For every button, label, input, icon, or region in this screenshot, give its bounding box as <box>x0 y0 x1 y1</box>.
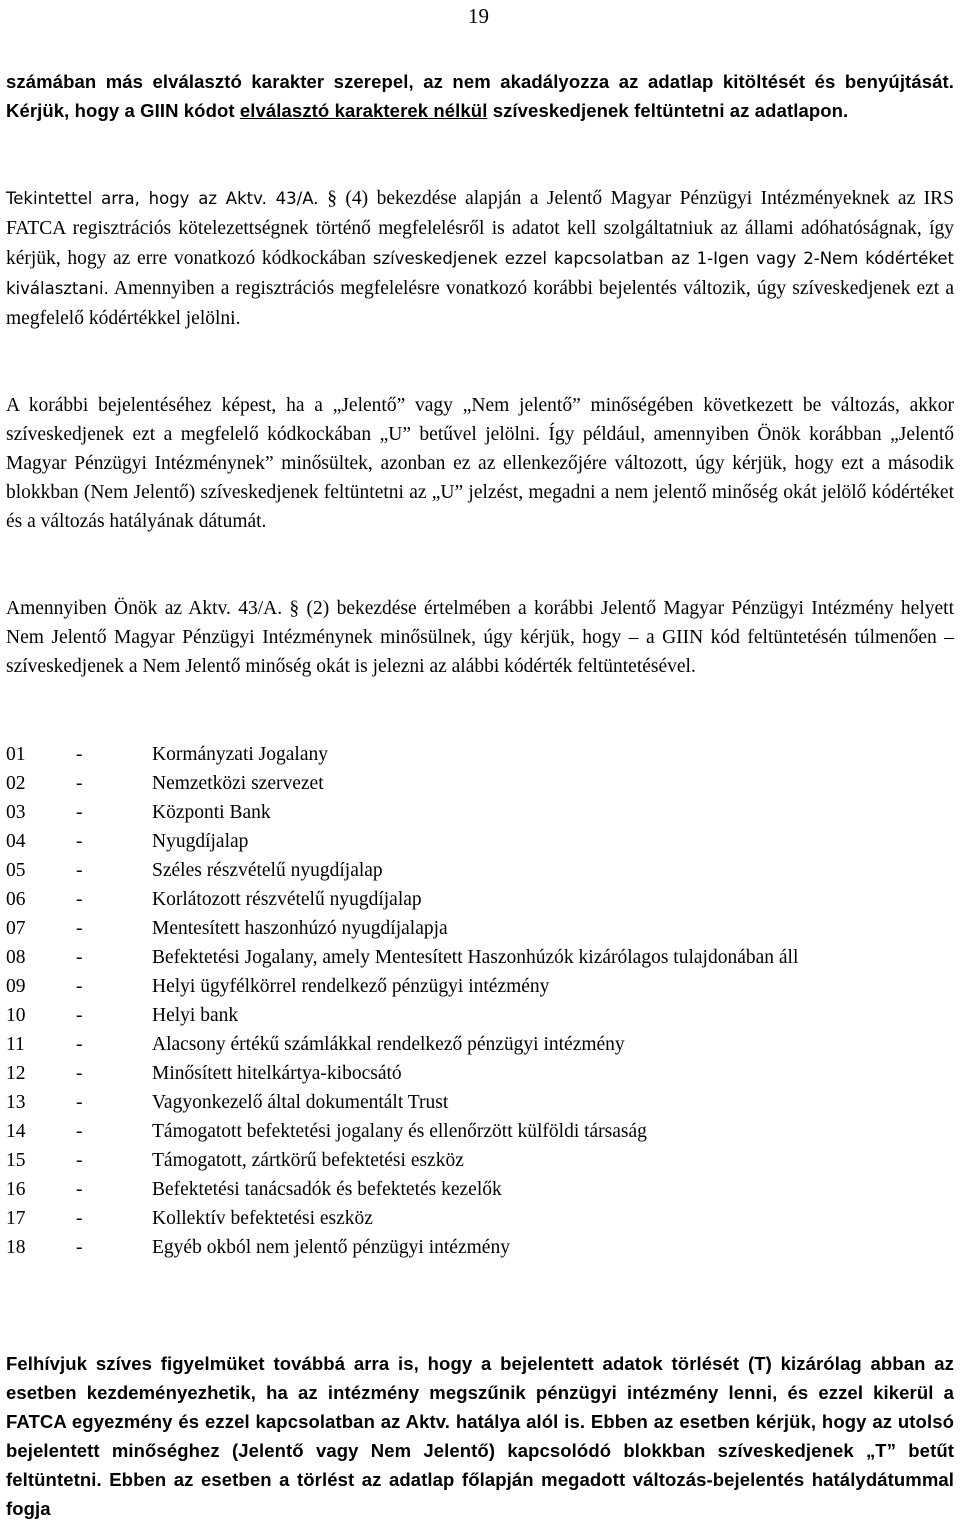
code-item <box>6 885 954 914</box>
code-item <box>6 827 954 856</box>
code-number: 09 <box>6 976 26 997</box>
code-item <box>6 1233 954 1262</box>
code-label: Mentesített haszonhúzó nyugdíjalapja <box>152 918 448 939</box>
code-number: 05 <box>6 860 26 881</box>
code-label: Befektetési Jogalany, amely Mentesített Haszonhúzók kizárólagos tulajdonában áll <box>152 947 799 968</box>
paragraph-deletion-t-flag: Felhívjuk szíves figyelmüket továbbá arra is, hogy a bejelentett adatok törlését (T) kizárólag abban az esetben kezdeményezhetik, ha az intézmény megszűnik pénzügyi intézmény lenni, és ezzel kikerül a FATCA egyezmény és ezzel kapcsolatban az Aktv. hatálya alól is. Ebben az esetben kérjük, hogy az utolsó bejelentett minőséghez (Jelentő vagy Nem Jelentő) kapcsolódó blokkban szíveskedjenek „T” betűt feltüntetni. Ebben az esetben a törlést az adatlap főlapján megadott változás-bejelentés hatálydátummal fogja <box>6 1353 954 1519</box>
code-label: Alacsony értékű számlákkal rendelkező pénzügyi intézmény <box>152 1034 625 1055</box>
code-item <box>6 1146 954 1175</box>
code-item <box>6 1030 954 1059</box>
code-dash: - <box>76 947 83 968</box>
paragraph-non-reporting: Amennyiben Önök az Aktv. 43/A. § (2) bekezdése értelmében a korábbi Jelentő Magyar Pénzügyi Intézmény helyett Nem Jelentő Magyar Pénzügyi Intézménynek minősülnek, úgy kérjük, hogy – a GIIN kód feltüntetésén túlmenően – szíveskedjenek a Nem Jelentő minőség okát is jelezni az alábbi kódérték feltüntetésével. <box>6 598 954 677</box>
code-dash: - <box>76 1150 83 1171</box>
code-dash: - <box>76 1005 83 1026</box>
code-label: Támogatott befektetési jogalany és ellenőrzött külföldi társaság <box>152 1121 647 1142</box>
paragraph-fatca-text-d: Amennyiben a regisztrációs megfelelésre vonatkozó korábbi bejelentés változik, úgy szíveskedjenek ezt a megfelelő kódértékkel jelölni. <box>6 278 954 329</box>
code-number: 15 <box>6 1150 26 1171</box>
code-label: Korlátozott részvételű nyugdíjalap <box>152 889 422 910</box>
code-number: 10 <box>6 1005 26 1026</box>
code-item <box>6 1001 954 1030</box>
code-dash: - <box>76 831 83 852</box>
code-number: 17 <box>6 1208 26 1229</box>
code-label: Befektetési tanácsadók és befektetés kezelők <box>152 1179 502 1200</box>
code-item <box>6 914 954 943</box>
code-label: Széles részvételű nyugdíjalap <box>152 860 383 881</box>
paragraph-giin-underlined: elválasztó karakterek nélkül <box>239 100 488 121</box>
code-item <box>6 798 954 827</box>
code-item <box>6 1088 954 1117</box>
paragraph-giin-separators <box>6 67 954 125</box>
code-item <box>6 1117 954 1146</box>
paragraph-fatca-text-a: Tekintettel arra, hogy az Aktv. 43/A. <box>6 189 328 208</box>
code-dash: - <box>76 1063 83 1084</box>
code-dash: - <box>76 1237 83 1258</box>
code-label: Nyugdíjalap <box>152 831 249 852</box>
code-label: Minősített hitelkártya-kibocsátó <box>152 1063 402 1084</box>
code-dash: - <box>76 1121 83 1142</box>
code-item <box>6 943 954 972</box>
code-dash: - <box>76 1092 83 1113</box>
code-number: 14 <box>6 1121 26 1142</box>
code-label: Központi Bank <box>152 802 271 823</box>
code-dash: - <box>76 744 83 765</box>
code-number: 13 <box>6 1092 26 1113</box>
code-number: 08 <box>6 947 26 968</box>
code-dash: - <box>76 1179 83 1200</box>
paragraph-change-u-flag: A korábbi bejelentéséhez képest, ha a „Jelentő” vagy „Nem jelentő” minőségében következett be változás, akkor szíveskedjenek ezt a megfelelő kódkockában „U” betűvel jelölni. Így például, amennyiben Önök korábban „Jelentő Magyar Pénzügyi Intézménynek” minősültek, azonban ez az ellenkezőjére változott, úgy kérjük, hogy ezt a második blokkban (Nem Jelentő) szíveskedjenek feltüntetni az „U” jelzést, megadni a nem jelentő minőség okát jelölő kódértéket és a változás hatályának dátumát. <box>6 395 954 532</box>
code-item <box>6 740 954 769</box>
code-item <box>6 856 954 885</box>
code-number: 02 <box>6 773 26 794</box>
code-dash: - <box>76 773 83 794</box>
paragraph-fatca-text-c: szíveskedjenek ezzel kapcsolatban az 1-Igen vagy 2-Nem kódértéket kiválasztani. <box>6 249 954 298</box>
code-item <box>6 1059 954 1088</box>
code-number: 04 <box>6 831 26 852</box>
code-label: Egyéb okból nem jelentő pénzügyi intézmény <box>152 1237 510 1258</box>
code-label: Kormányzati Jogalany <box>152 744 328 765</box>
code-item <box>6 1204 954 1233</box>
code-label: Támogatott, zártkörű befektetési eszköz <box>152 1150 464 1171</box>
paragraph-fatca-text-b: § (4) bekezdése alapján a Jelentő Magyar Pénzügyi Intézményeknek az IRS FATCA regisztrációs kötelezettségnek történő megfelelésről is adatot kell szolgáltatniuk az állami adóhatóságnak, így kérjük, hogy az erre vonatkozó kódkockában <box>6 188 954 269</box>
code-dash: - <box>76 918 83 939</box>
code-dash: - <box>76 889 83 910</box>
code-number: 16 <box>6 1179 26 1200</box>
code-dash: - <box>76 1034 83 1055</box>
code-item <box>6 972 954 1001</box>
code-item <box>6 769 954 798</box>
paragraph-giin-text-b: szíveskedjenek feltüntetni az adatlapon. <box>487 100 849 121</box>
code-number: 07 <box>6 918 26 939</box>
code-dash: - <box>76 860 83 881</box>
code-item <box>6 1175 954 1204</box>
code-number: 18 <box>6 1237 26 1258</box>
code-label: Kollektív befektetési eszköz <box>152 1208 373 1229</box>
paragraph-fatca-registration <box>6 184 954 334</box>
code-label: Vagyonkezelő által dokumentált Trust <box>152 1092 449 1113</box>
code-dash: - <box>76 1208 83 1229</box>
code-number: 01 <box>6 744 26 765</box>
code-list <box>6 740 954 1262</box>
code-number: 11 <box>6 1034 25 1055</box>
code-number: 12 <box>6 1063 26 1084</box>
code-dash: - <box>76 976 83 997</box>
page-number: 19 <box>468 4 489 28</box>
code-number: 06 <box>6 889 26 910</box>
code-label: Helyi ügyfélkörrel rendelkező pénzügyi intézmény <box>152 976 550 997</box>
paragraph-giin-text-a: számában más elválasztó karakter szerepel, az nem akadályozza az adatlap kitöltését és benyújtását. Kérjük, hogy a GIIN kódot <box>6 71 954 121</box>
code-number: 03 <box>6 802 26 823</box>
code-label: Helyi bank <box>152 1005 239 1026</box>
code-dash: - <box>76 802 83 823</box>
code-label: Nemzetközi szervezet <box>152 773 324 794</box>
